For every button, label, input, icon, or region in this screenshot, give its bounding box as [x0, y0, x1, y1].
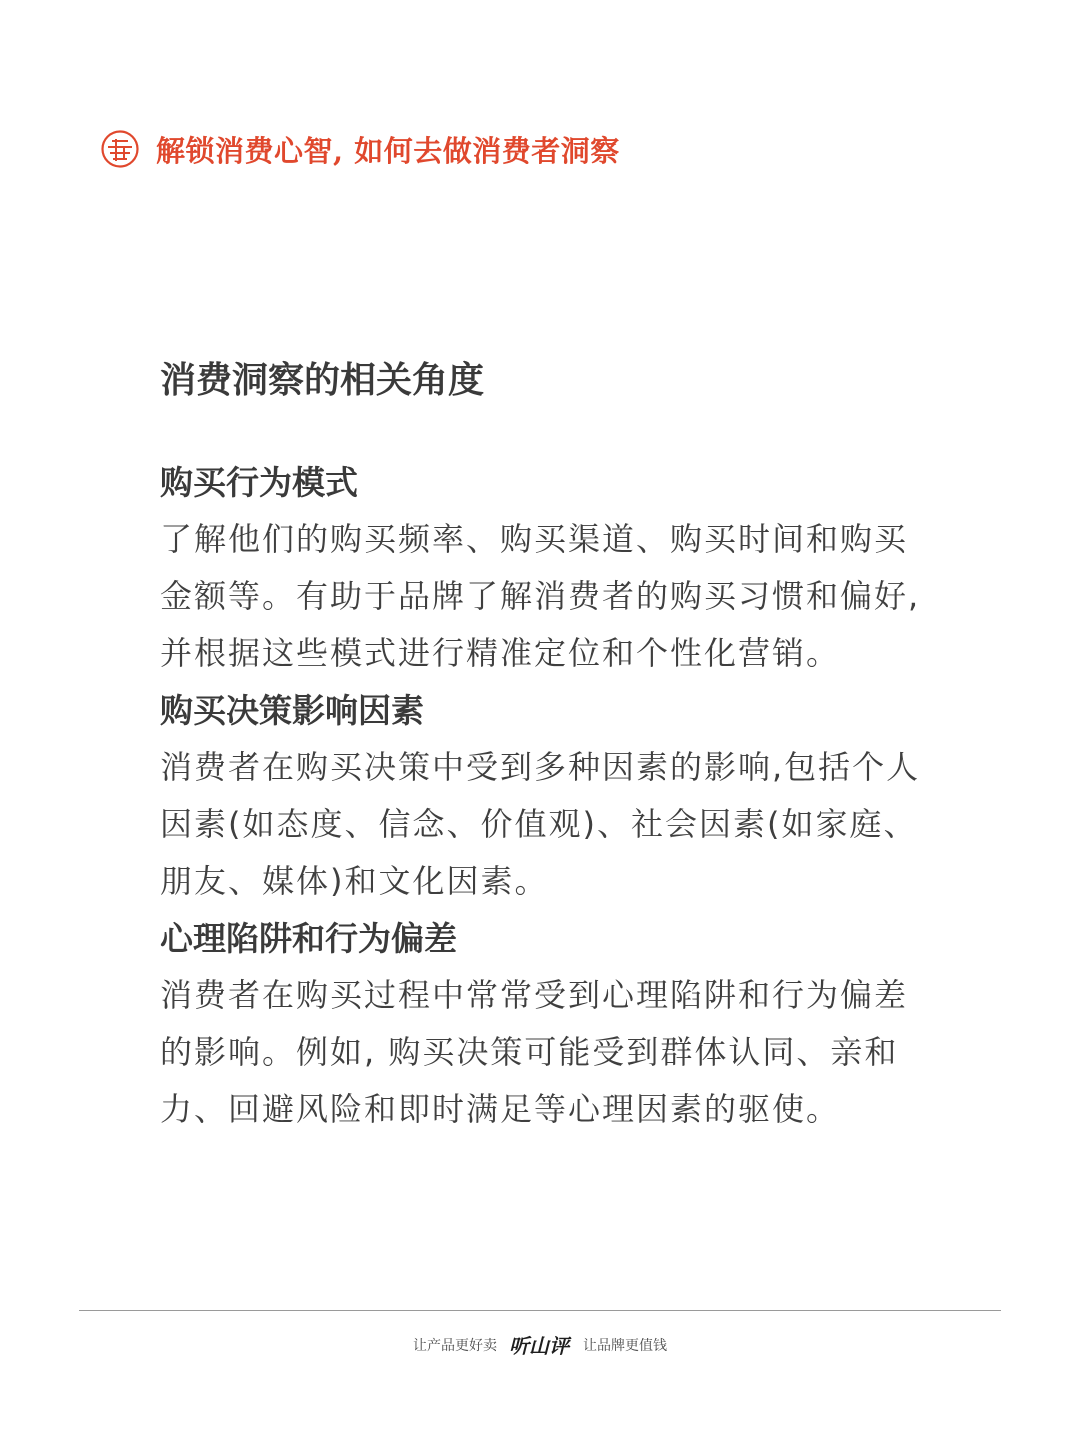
- insight-item-body: 消费者在购买过程中常常受到心理陷阱和行为偏差的影响。例如, 购买决策可能受到群体认同、亲和力、回避风险和即时满足等心理因素的驱使。: [160, 976, 909, 1128]
- article-content: [160, 356, 930, 1138]
- seal-logo-icon: [100, 129, 140, 169]
- insight-item-heading: 心理陷阱和行为偏差: [160, 919, 457, 958]
- page-footer: [0, 1330, 1080, 1359]
- footer-left-slogan: 让产品更好卖: [413, 1337, 497, 1354]
- footer-right-slogan: 让品牌更值钱: [583, 1337, 667, 1354]
- insight-item-body: 消费者在购买决策中受到多种因素的影响,包括个人因素(如态度、信念、价值观)、社会因素(如家庭、朋友、媒体)和文化因素。: [160, 748, 921, 900]
- insight-item-heading: 购买决策影响因素: [160, 691, 424, 730]
- footer-divider: [79, 1310, 1001, 1311]
- section-title: 消费洞察的相关角度: [160, 360, 485, 401]
- insight-item-body: 了解他们的购买频率、购买渠道、购买时间和购买金额等。有助于品牌了解消费者的购买习惯和偏好,并根据这些模式进行精准定位和个性化营销。: [160, 520, 921, 672]
- page-header-title: 解锁消费心智, 如何去做消费者洞察: [156, 133, 620, 168]
- insight-item-psychological-traps: [160, 910, 930, 1138]
- page-header: [100, 126, 620, 172]
- insight-item-decision-factors: [160, 682, 930, 910]
- insight-item-heading: 购买行为模式: [160, 463, 358, 502]
- insight-item-purchase-behavior: [160, 454, 930, 682]
- footer-brand-logo: 听山评: [509, 1334, 569, 1358]
